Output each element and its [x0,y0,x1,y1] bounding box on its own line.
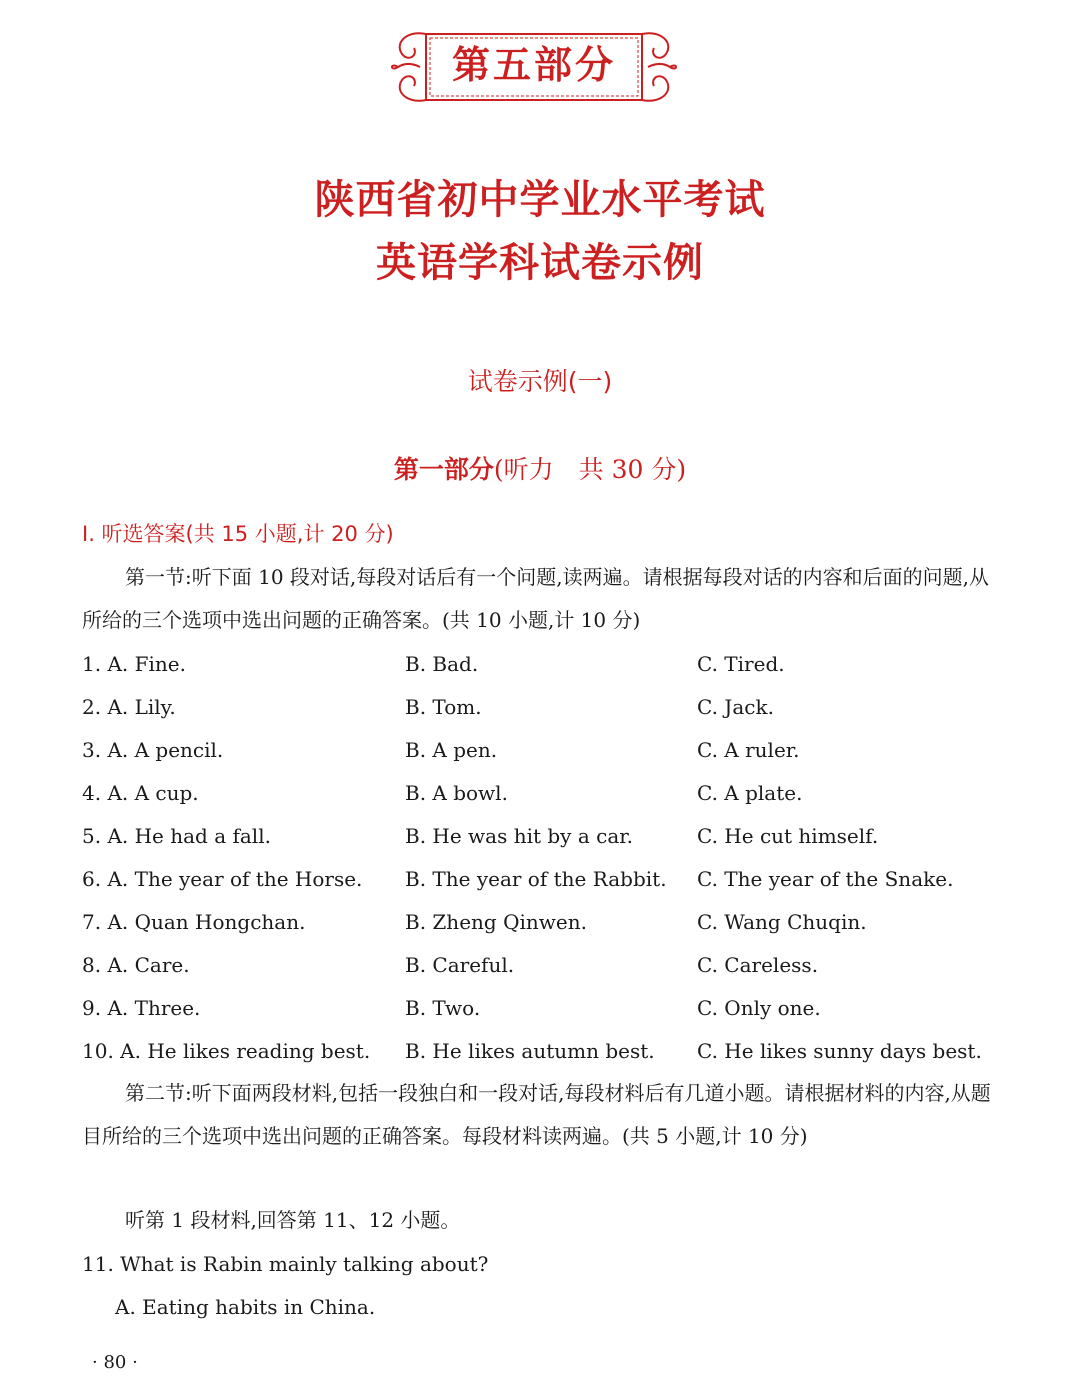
question-11: 11. What is Rabin mainly talking about? [82,1252,489,1276]
part-one-label: 第一部分 [393,455,494,484]
option-b: B. He was hit by a car. [405,824,633,848]
option-b: B. The year of the Rabbit. [405,867,667,891]
option-b: B. He likes autumn best. [405,1039,655,1063]
option-a: 2. A. Lily. [82,695,176,719]
option-c: C. Only one. [697,996,821,1020]
option-c: C. Careless. [697,953,819,977]
question-row [0,644,1080,684]
banner-title: 第五部分 [451,43,616,87]
option-c: C. Tired. [697,652,785,676]
option-a: 4. A. A cup. [82,781,199,805]
option-b: B. A bowl. [405,781,508,805]
instruction-two: 第二节:听下面两段材料,包括一段独白和一段对话,每段材料后有几道小题。请根据材料的内容,从题目所给的三个选项中选出问题的正确答案。每段材料读两遍。(共 5 小题,计 10 分) [82,1081,991,1148]
option-b: B. Bad. [405,652,479,676]
question-row [0,945,1080,985]
question-row [0,730,1080,770]
option-a: 8. A. Care. [82,953,190,977]
option-c: C. A plate. [697,781,803,805]
option-b: B. Zheng Qinwen. [405,910,587,934]
section-one-heading: Ⅰ. 听选答案(共 15 小题,计 20 分) [82,522,394,546]
question-row [0,1031,1080,1071]
option-c: C. He likes sunny days best. [697,1039,982,1063]
question-row [0,988,1080,1028]
option-a: 7. A. Quan Hongchan. [82,910,306,934]
option-b: B. A pen. [405,738,498,762]
option-a: 9. A. Three. [82,996,201,1020]
question-row [0,902,1080,942]
part-one-detail: (听力 共 30 分) [493,455,687,484]
instruction-one: 第一节:听下面 10 段对话,每段对话后有一个问题,读两遍。请根据每段对话的内容和后面的问题,从所给的三个选项中选出问题的正确答案。(共 10 小题,计 10 分) [82,565,989,632]
option-c: C. Wang Chuqin. [697,910,867,934]
question-row [0,859,1080,899]
option-c: C. Jack. [697,695,774,719]
option-a: 5. A. He had a fall. [82,824,271,848]
option-a: 3. A. A pencil. [82,738,224,762]
option-c: C. A ruler. [697,738,800,762]
listen-note: 听第 1 段材料,回答第 11、12 小题。 [125,1208,461,1232]
option-b: B. Careful. [405,953,515,977]
option-c: C. He cut himself. [697,824,879,848]
option-b: B. Tom. [405,695,482,719]
option-a: 10. A. He likes reading best. [82,1039,371,1063]
question-row [0,773,1080,813]
question-row [0,687,1080,727]
section-banner [388,28,680,106]
option-b: B. Two. [405,996,481,1020]
part-one-heading [0,452,1080,488]
question-row [0,816,1080,856]
title-line-1: 陕西省初中学业水平考试 [314,176,766,223]
option-c: C. The year of the Snake. [697,867,954,891]
title-line-2: 英语学科试卷示例 [376,239,704,286]
page-number: · 80 · [92,1352,138,1373]
exam-title: 试卷示例(一) [467,367,613,396]
option-a: 1. A. Fine. [82,652,186,676]
option-a: 6. A. The year of the Horse. [82,867,363,891]
question-11-option-a: A. Eating habits in China. [115,1295,376,1319]
